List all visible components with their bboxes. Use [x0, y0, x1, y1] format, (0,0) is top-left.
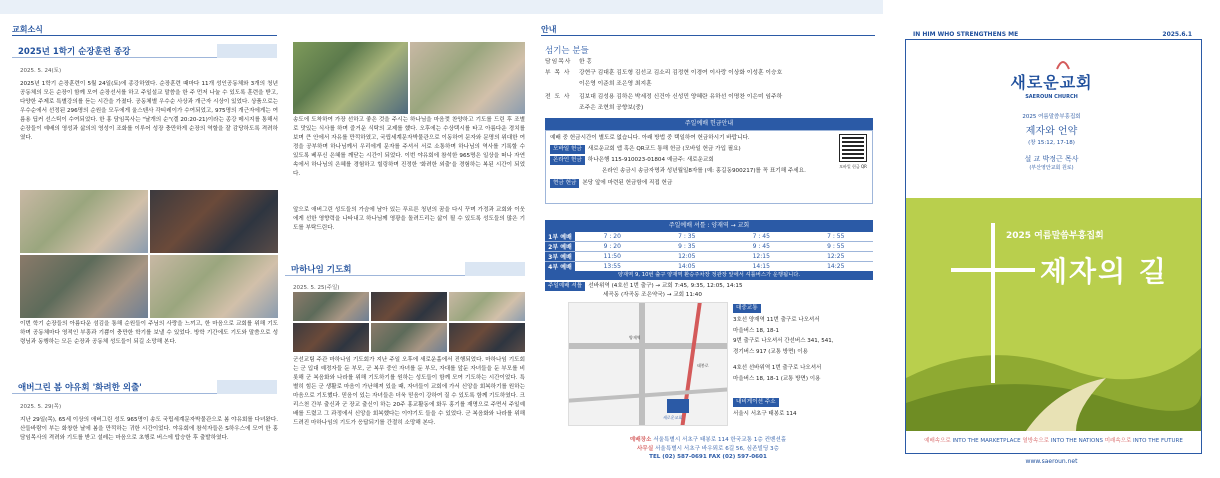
top-band: [285, 0, 533, 14]
offering-intro: 예배 중 헌금시간이 별도로 없습니다. 아래 방법 중 택일하여 헌금하시기 바랍니다.: [550, 135, 750, 141]
servers-title: 섬기는 분들: [545, 46, 589, 56]
section-title: 교회소식: [12, 25, 43, 34]
table-row: 3부 예배 11:50 12:05 12:15 12:25: [545, 252, 873, 262]
map-label: 새로운교회: [663, 415, 683, 420]
location-map[interactable]: [568, 302, 728, 426]
section-header: [541, 24, 875, 36]
tagline: 예배속으로 INTO THE MARKETPLACE 열방속으로 INTO THE NATIONS 미래속으로 INTO THE FUTURE: [924, 438, 1183, 444]
table-row: 4부 예배 13:55 14:05 14:15 14:25: [545, 262, 873, 272]
photo: [20, 255, 148, 318]
church-logo-icon: [1055, 55, 1071, 71]
speaker: 설 교 박정근 목사: [1024, 155, 1079, 163]
offering-online-note: 온라인 송금시 송금자명과 성년월일8자를 (예: 홍길동900217)를 꼭 표기해 주세요.: [602, 168, 806, 174]
shuttle-line: 세곡동 (자곡동 조은약국) → 교회 11:40: [603, 292, 702, 298]
sermon-reference: (창 15:12, 17-18): [1028, 140, 1075, 146]
directions-tag: 대중교통: [733, 304, 761, 313]
article-body: 지난 29일(목), 65세 이상의 애버그린 성도 965명이 송도 국립세계문자박물관으로 봄 야유회를 다녀왔다. 산들바람이 부는 화창한 날에 봄을 만끽하는 귀한 시간이었다. 야유회에 참석자들은 S하우스에 모여 한 홍 담임목사의 격려와 기도를 받고 설레는 마음으로 초행로 버스에 탑승한 후 출발하였다.: [20, 417, 278, 441]
table-row: 1부 예배 7 : 20 7 : 35 7 : 45 7 : 55: [545, 232, 873, 242]
qr-code-icon[interactable]: [840, 135, 866, 161]
issue-date: 2025.6.1: [1162, 31, 1192, 38]
offering-cash: 현금 헌금 본당 앞에 마련된 헌금함에 직접 헌금: [550, 179, 672, 188]
article-body: 앞으로 애버그린 성도들의 가슴에 남아 있는 푸르른 청년의 꿈을 다시 꾸며 가정과 교회와 이웃에게 선한 영향력을 나타내고 하나님께 영광을 돌려드리는 삶이 될 수 있도록 성도들의 많은 기도를 부탁드린다.: [293, 207, 525, 231]
news-page-right: [285, 0, 533, 478]
church-logo: 새로운교회 SAEROUN CHURCH: [1010, 73, 1093, 100]
sermon-title: 제자와 언약: [1025, 126, 1078, 137]
article-body: 군선교팀 주관 마하나임 기도회가 지난 주일 오후에 새로운홀에서 진행되었다. 마하나임 기도회는 군 입대 예정자들 둔 부모, 군 복무 중인 자녀를 둔 부모, 자대를 앞둔 자녀들을 둔 부모를 비롯해 군 복음화와 나라를 위해 기도하기를 원하는 성도들이 함께 모여 기도하는 시간이었다. 특별히 힘든 군 생활로 마음이 가난해져 있을 때, 자녀들이 교회에 가서 신앙을 회복하기를 원하는 마음으로 기도했다. 믿음이 있는 자녀들은 더욱 믿음이 강하여 질 수 있도록 함께 기도하였다. 크리스천 간부 출신과 군 장교 출신이 하는 20주 홍교활동에 화두 홍기를 재명으로 주면서 주일예배를 드렸고 그 과정에서 신앙을 회복했다는 이야기도 들을 수 있었다. 군 복음화와 나라를 위해 드려진 마하나임의 기도가 응답되기를 간절히 소망해 본다.: [293, 357, 525, 426]
photo: [20, 190, 148, 253]
photo: [293, 323, 369, 352]
section-title: 안내: [541, 25, 557, 34]
map-label: 양재역: [629, 335, 641, 340]
motto: IN HIM WHO STRENGTHENS ME: [913, 31, 1019, 38]
photo: [371, 323, 447, 352]
article-title-box: [12, 44, 277, 58]
servers-row: 전 도 사 김보대 김성용 김하은 박세정 신건아 신성민 양혜란 유하선 이명찬 이은미 임주하: [545, 94, 783, 100]
website-link[interactable]: www.saeroun.net: [1025, 458, 1078, 465]
news-page-left: [0, 0, 285, 478]
photo: [449, 323, 525, 352]
top-band: [0, 0, 285, 14]
cover-event: 2025 여름말씀부흥집회: [1006, 231, 1104, 241]
photo-collage: [293, 42, 525, 114]
directions-tag: 내비게이션 주소: [733, 398, 779, 407]
bus-note: 양재역 9, 10번 출구 양재역 환승주차장 정관장 앞에서 셔틀버스가 운행됩니다.: [545, 271, 873, 280]
article-title-box: [12, 380, 277, 394]
offering-online: 온라인 헌금 하나은행 115-910023-01804 예금주: 새로운교회: [550, 156, 714, 165]
photo: [293, 292, 369, 321]
section-header: [12, 24, 277, 36]
article-title-box: [285, 262, 525, 276]
qr-label: 모바일 헌금 QR: [839, 164, 867, 169]
info-page: [533, 0, 883, 478]
cover-page: [883, 0, 1220, 478]
offering-box: [545, 130, 873, 204]
photo: [410, 42, 525, 114]
event-label: 2025 여름말씀부흥집회: [1022, 114, 1081, 120]
article-title: 마하나임 기도회: [291, 265, 352, 275]
article-date: 2025. 5. 29(목): [20, 404, 62, 410]
photo: [150, 255, 278, 318]
table-row: 2부 예배 9 : 20 9 : 35 9 : 45 9 : 55: [545, 242, 873, 252]
photo: [150, 190, 278, 253]
offering-title: 주일예배 헌금안내: [545, 118, 873, 130]
article-body: 2025년 1학기 순장훈련이 5월 24일(토)에 종강하였다. 순장훈련 때마다 11개 성인공동체와 3개의 청년공동체의 모든 순장이 함께 모여 순장선서를 하고 주일설교 말씀을 한 주 먼저 나눌 수 있도록 훈련을 받고, 다양한 주제로 특별강의를 듣는 시간을 가졌다. 공동체별 우수순 사상과 개근자 시상이 있었다. 상품으로는 우수순에서 선정된 296명의 순원을 모두에게 울스텐사 각티레이가 수여되었고, 975명의 개근자에게는 여름용 딥커 선스틱이 수여되었다. 한 홍 담임목사는 "날개의 순"(겔 20:20-21)이라는 종강 메시지를 통해서 순장들이 예배의 영성과 삶의의 영성이 조화를 이루어 성장 충만하게 순장의 역할을 잘 감당하도록 격려하였다.: [20, 81, 278, 141]
speaker-church: (부산영안교회 원로): [1029, 165, 1074, 171]
photo: [449, 292, 525, 321]
shuttle-line: 주일예배 셔틀 선바위역 (4호선 1번 출구) → 교회 7:45, 9:35, 12:05, 14:15: [545, 282, 743, 291]
photo: [293, 42, 408, 114]
cover-title: 제자의 길: [1040, 255, 1168, 288]
nav-address: 서울시 서초구 태봉로 114: [733, 411, 797, 417]
map-label: 태봉로: [697, 363, 709, 368]
photo-collage: [20, 190, 278, 318]
servers-row: 조주은 조현희 공향보(중): [579, 105, 644, 111]
article-date: 2025. 5. 24(토): [20, 68, 62, 74]
bus-title: 주일예배 셔틀 : 양재역 → 교회: [545, 220, 873, 232]
contact-footer: 예배장소 서울특별시 서초구 태봉로 114 한국교통 1층 컨벤션홀 사무실 서울특별시 서초구 바우뫼로 6길 56, 심존빌딩 3층 TEL (02) 587-0691 FAX (02) 597-0601: [629, 437, 787, 460]
article-title: 2025년 1학기 순장훈련 종강: [18, 47, 131, 57]
article-caption: 이번 학기 순장들의 아름다운 섬김을 통해 순원들이 주님의 사랑을 느끼고, 한 마음으로 교회를 위해 기도하며 공동체마다 영적인 부흥과 기쁨이 충만한 학기를 보낼 수 있었다. 방학 기간에도 기도와 말씀으로 성령님과 동행하는 모든 순장과 공동체 성도들이 되길 소망해 본다.: [20, 321, 278, 345]
servers-row: 담임목사 한 홍: [545, 59, 593, 65]
top-band: [533, 0, 883, 14]
photo-collage: [293, 292, 525, 352]
bus-table: [545, 232, 873, 272]
article-body: 송도에 도착하여 가장 선하고 좋은 것을 주시는 하나님을 마음껏 찬양하고 기도를 드린 후 조별로 맛있는 식사를 하며 즐거운 식탁의 교제를 했다. 오후에는 수상택시를 타고 아름다운 경치를 보며 큰 안에서 자유를 만끽하였고, 국립세계문자박물관으로 이동하여 문자와 문명의 위대한 여정을 공부하며 하나님께서 우리에게 문자를 주셔서 서로 소통하며 하나님의 역사를 기록할 수 있도록 베푸신 은혜를 깨닫는 시간이 되었다. 이번 야유회에 참석한 965명은 일상을 떠나 자연 속에서 하나님의 은혜를 경험하고 힐링하며 진정한 '화려한 외출'을 경험하는 복된 시간이 되었다.: [293, 117, 525, 177]
photo: [371, 292, 447, 321]
cover-art: [906, 198, 1201, 431]
servers-row: 이은영 이준희 조은영 최지훈: [579, 81, 652, 87]
article-title: 애버그린 봄 야유회 '화려한 외출': [18, 383, 142, 393]
article-date: 2025. 5. 25(주일): [293, 285, 340, 291]
directions-text: 3호선 양재역 11번 출구로 나오셔서 마을버스 18, 18-1 9번 출구로 나오셔서 간선버스 341, 541, 경기버스 917 (교통 방면) 이용 4호선 선바위역 1번 출구로 나오셔서 마을버스 18, 18-1 (교통 방면) 이용: [733, 317, 834, 382]
servers-row: 부 목 사 강현구 김대훈 김도형 김선교 김소리 김정현 이경여 이사랑 이상화 이성훈 이승호: [545, 70, 783, 76]
offering-mobile: 모바일 헌금 새로운교회 앱 혹은 QR코드 통해 헌금 (모바일 헌금 가입 필요): [550, 145, 741, 154]
